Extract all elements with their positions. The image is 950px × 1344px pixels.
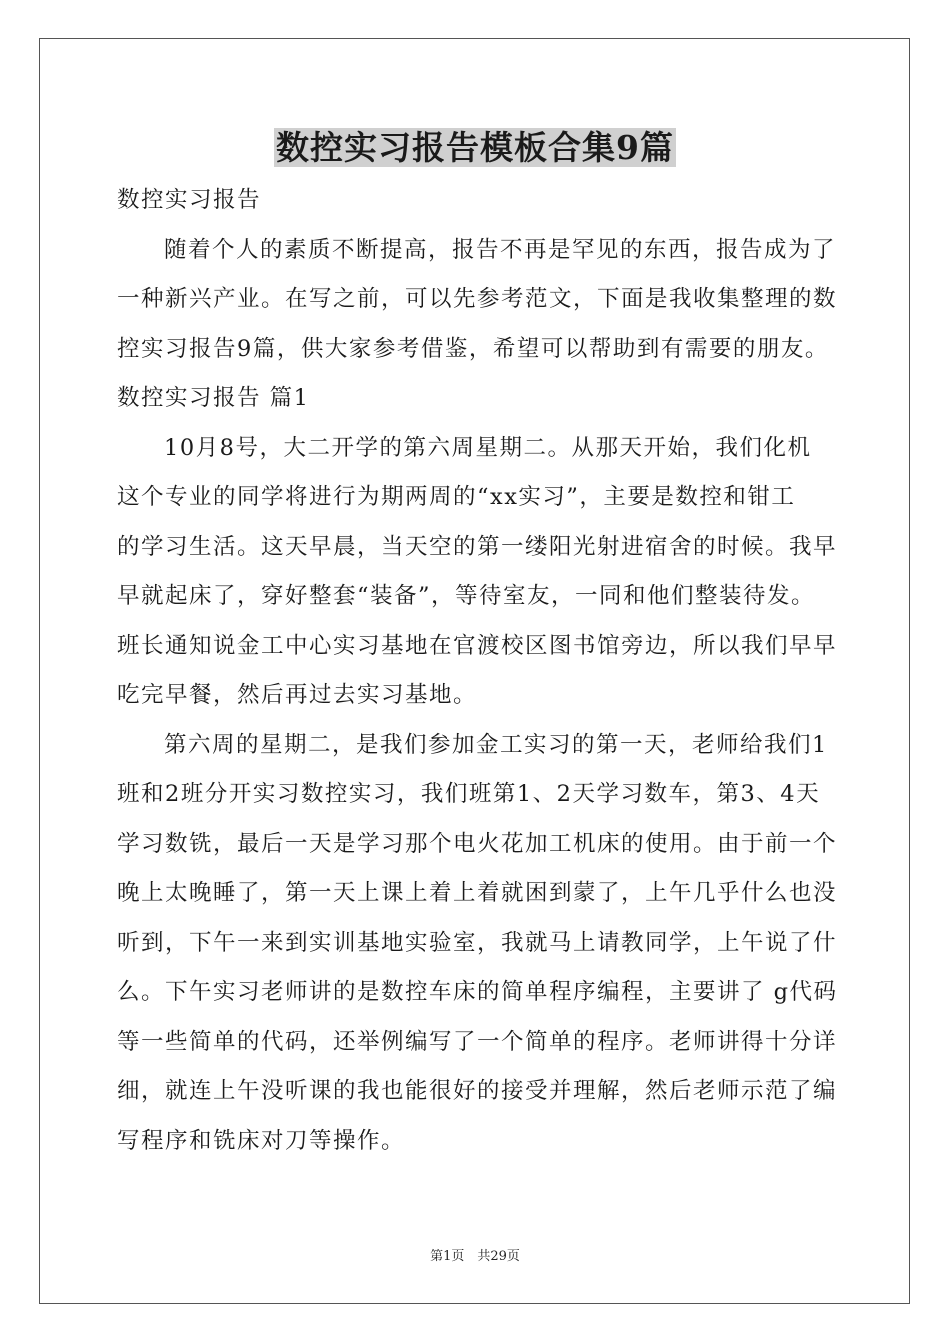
text-line: 第六周的星期二，是我们参加金工实习的第一天，老师给我们1 [164, 731, 828, 758]
text-line: 吃完早餐，然后再过去实习基地。 [117, 682, 478, 708]
text-line: 等一些简单的代码，还举例编写了一个简单的程序。老师讲得十分详 [117, 1028, 838, 1055]
text-line: 数控实习报告 篇1 [117, 385, 310, 411]
text-line: 学习数铣，最后一天是学习那个电火花加工机床的使用。由于前一个 [117, 830, 838, 857]
text-line: 班长通知说金工中心实习基地在官渡校区图书馆旁边，所以我们早早 [117, 632, 838, 659]
document-title-text: 数控实习报告模板合集9篇 [276, 128, 674, 167]
text-line: 的学习生活。这天早晨，当天空的第一缕阳光射进宿舍的时候。我早 [117, 533, 838, 560]
text-line: 细，就连上午没听课的我也能很好的接受并理解，然后老师示范了编 [117, 1078, 838, 1104]
document-title [0, 124, 950, 172]
page-footer: 第1页 共29页 [430, 1249, 520, 1264]
text-line: 随着个人的素质不断提高，报告不再是罕见的东西，报告成为了 [164, 236, 837, 263]
text-line: 写程序和铣床对刀等操作。 [117, 1127, 406, 1154]
text-line: 晚上太晚睡了，第一天上课上着上着就困到蒙了，上午几乎什么也没 [117, 880, 838, 906]
text-line: 听到，下午一来到实训基地实验室，我就马上请教同学，上午说了什 [117, 929, 838, 956]
text-line: 数控实习报告 [117, 187, 262, 213]
text-line: 班和2班分开实习数控实习，我们班第1、2天学习数车，第3、4天 [117, 781, 821, 807]
text-line: 控实习报告9篇，供大家参考借鉴，希望可以帮助到有需要的朋友。 [117, 335, 829, 362]
text-line: 早就起床了，穿好整套“装备”，等待室友，一同和他们整装待发。 [117, 583, 816, 609]
text-line: 一种新兴产业。在写之前，可以先参考范文，下面是我收集整理的数 [117, 286, 838, 312]
text-line: 这个专业的同学将进行为期两周的“xx实习”，主要是数控和钳工 [117, 484, 796, 510]
text-line: 10月8号，大二开学的第六周星期二。从那天开始，我们化机 [164, 434, 812, 461]
text-line: 么。下午实习老师讲的是数控车床的简单程序编程，主要讲了 g代码 [117, 979, 838, 1005]
document-body [117, 176, 838, 1166]
